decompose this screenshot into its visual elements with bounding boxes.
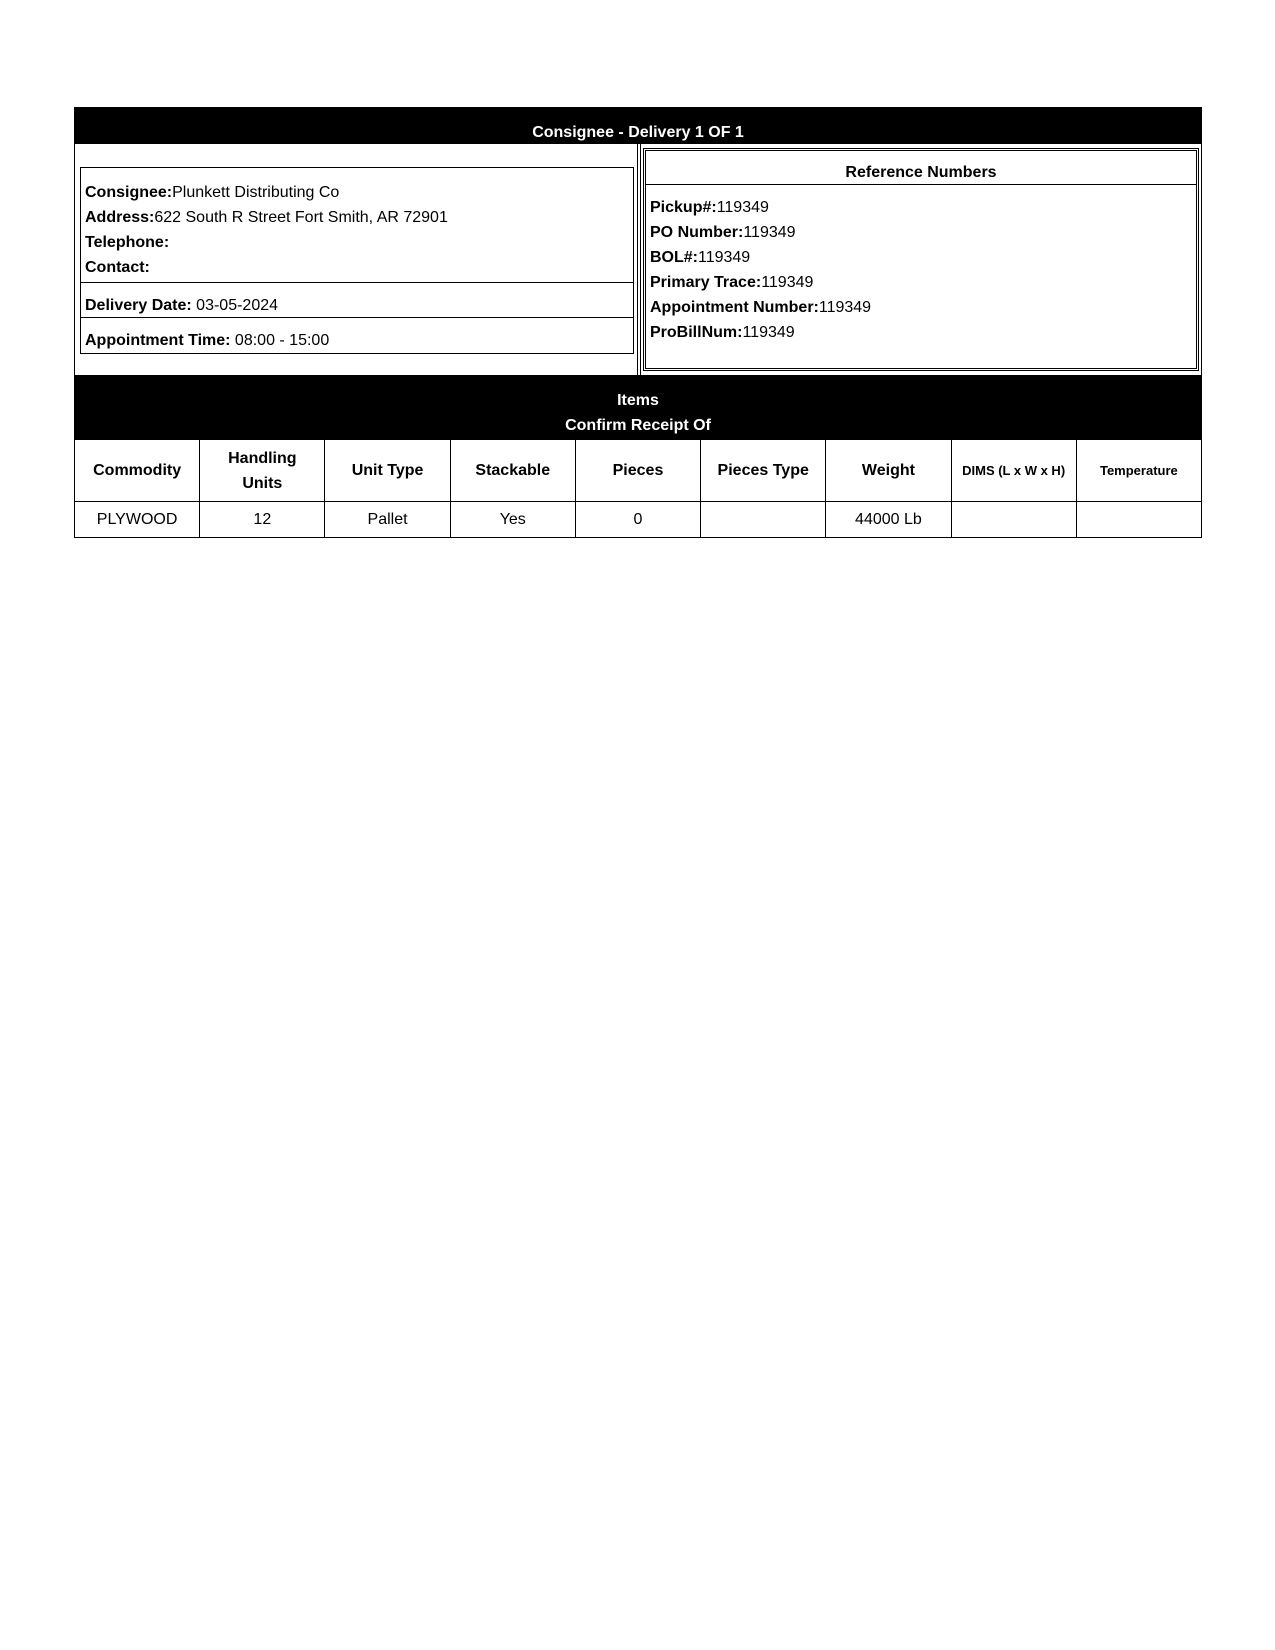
consignee-value: Plunkett Distributing Co	[172, 184, 340, 201]
cell-dims	[951, 502, 1076, 538]
items-subtitle: Confirm Receipt Of	[565, 417, 711, 434]
header-pieces-type: Pieces Type	[701, 440, 826, 502]
reference-item	[650, 320, 1192, 345]
consignee-box	[80, 167, 634, 354]
info-section	[74, 144, 1202, 375]
header-pieces: Pieces	[575, 440, 700, 502]
address-value: 622 South R Street Fort Smith, AR 72901	[154, 209, 448, 226]
reference-value: 119349	[698, 249, 751, 266]
appointment-time-value: 08:00 - 15:00	[234, 332, 330, 349]
delivery-date-line	[85, 293, 629, 318]
cell-handling-units: 12	[200, 502, 325, 538]
appointment-time-label: Appointment Time:	[85, 332, 235, 349]
header-dims: DIMS (L x W x H)	[951, 440, 1076, 502]
delivery-date-value: 03-05-2024	[196, 297, 279, 314]
reference-numbers-box	[643, 148, 1199, 371]
reference-label: Pickup#:	[650, 199, 717, 216]
reference-value: 119349	[716, 199, 769, 216]
cell-pieces: 0	[575, 502, 700, 538]
reference-value: 119349	[742, 324, 795, 341]
header-stackable: Stackable	[450, 440, 575, 502]
contact-line	[85, 255, 629, 280]
header-handling-units-line1: Handling	[228, 449, 297, 467]
table-row	[75, 502, 1202, 538]
items-title-bar	[74, 375, 1202, 439]
reference-item	[650, 295, 1192, 320]
telephone-label: Telephone:	[85, 234, 170, 251]
items-title: Items	[617, 392, 659, 409]
cell-temperature	[1076, 502, 1201, 538]
reference-label: Appointment Number:	[650, 299, 819, 316]
items-header-row	[75, 440, 1202, 502]
reference-label: BOL#:	[650, 249, 698, 266]
contact-label: Contact:	[85, 259, 150, 276]
reference-item	[650, 220, 1192, 245]
delivery-title-bar	[74, 107, 1202, 144]
delivery-date-block	[81, 283, 633, 318]
delivery-date-label: Delivery Date:	[85, 297, 197, 314]
consignee-details	[81, 168, 633, 283]
delivery-title: Consignee - Delivery 1 OF 1	[532, 124, 744, 141]
reference-list	[646, 185, 1196, 345]
items-table	[74, 439, 1202, 538]
header-handling-units	[200, 440, 325, 502]
delivery-document	[74, 107, 1202, 538]
header-weight: Weight	[826, 440, 951, 502]
address-line	[85, 205, 629, 230]
section-divider	[637, 144, 641, 375]
reference-label: ProBillNum:	[650, 324, 743, 341]
reference-item	[650, 245, 1192, 270]
reference-item	[650, 270, 1192, 295]
cell-weight: 44000 Lb	[826, 502, 951, 538]
address-label: Address:	[85, 209, 155, 226]
telephone-line	[85, 230, 629, 255]
cell-commodity: PLYWOOD	[75, 502, 200, 538]
appointment-time-line	[85, 328, 629, 353]
consignee-line	[85, 180, 629, 205]
reference-value: 119349	[818, 299, 872, 316]
header-temperature: Temperature	[1076, 440, 1201, 502]
reference-label: Primary Trace:	[650, 274, 762, 291]
header-unit-type: Unit Type	[325, 440, 450, 502]
reference-item	[650, 195, 1192, 220]
cell-pieces-type	[701, 502, 826, 538]
appointment-time-block	[81, 318, 633, 353]
consignee-label: Consignee:	[85, 184, 173, 201]
header-commodity: Commodity	[75, 440, 200, 502]
reference-value: 119349	[761, 274, 814, 291]
reference-label: PO Number:	[650, 224, 744, 241]
cell-stackable: Yes	[450, 502, 575, 538]
reference-value: 119349	[743, 224, 796, 241]
header-handling-units-line2: Units	[242, 474, 283, 492]
cell-unit-type: Pallet	[325, 502, 450, 538]
reference-numbers-title: Reference Numbers	[646, 151, 1196, 185]
